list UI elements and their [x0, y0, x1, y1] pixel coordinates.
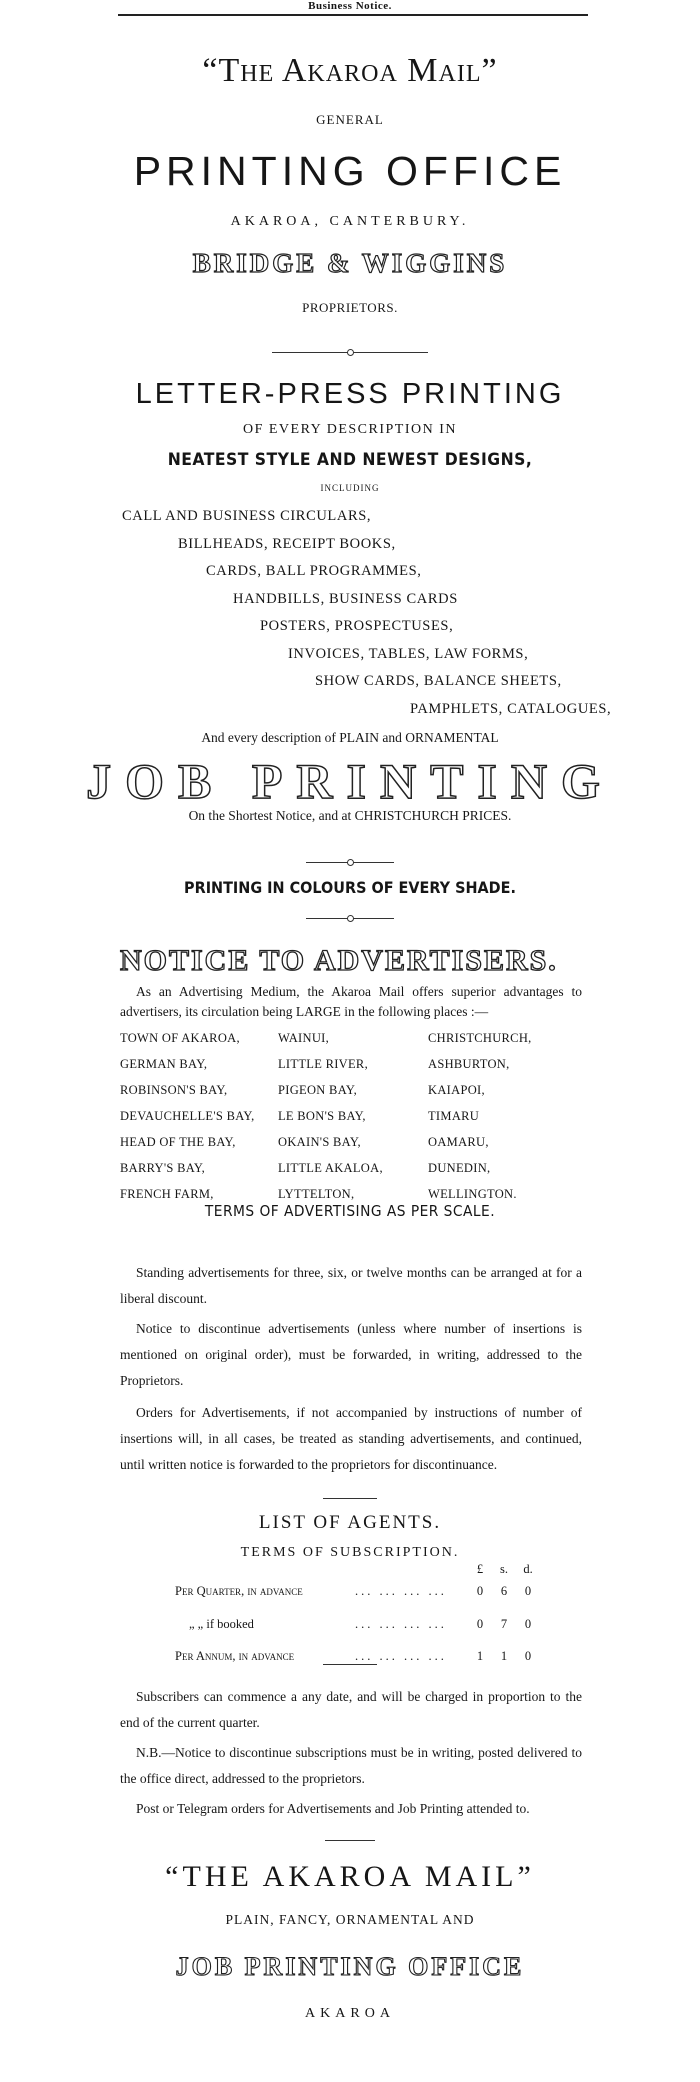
place-cell: ASHBURTON,	[428, 1057, 510, 1071]
agents-paragraph: N.B.—Notice to discontinue subscriptions must be in writing, posted delivered to the office direct, addressed to the proprietors.	[120, 1745, 582, 1786]
place-cell: WELLINGTON.	[428, 1187, 517, 1201]
neatest-style-line: NEATEST STYLE AND NEWEST DESIGNS,	[167, 450, 533, 470]
subscription-amount	[468, 1584, 540, 1599]
pounds-header: £	[476, 1562, 484, 1576]
proprietors-name: BRIDGE & WIGGINS	[192, 248, 508, 278]
service-item: SHOW CARDS, BALANCE SHEETS,	[315, 673, 562, 689]
general-label: GENERAL	[316, 112, 384, 127]
leader-dots: ... ... ... ...	[355, 1649, 447, 1663]
service-item: INVOICES, TABLES, LAW FORMS,	[288, 646, 529, 662]
place-cell: LITTLE AKALOA,	[278, 1161, 383, 1175]
place-cell: WAINUI,	[278, 1031, 330, 1045]
footer-akaroa-mail-title: “THE AKAROA MAIL”	[165, 1860, 535, 1893]
table-row	[120, 1155, 592, 1181]
table-row	[120, 1025, 592, 1051]
service-item: CALL AND BUSINESS CIRCULARS,	[122, 508, 372, 524]
place-cell: HEAD OF THE BAY,	[120, 1135, 236, 1149]
subscription-label: „ „ if booked	[189, 1617, 254, 1631]
location-line: AKAROA, CANTERBURY.	[230, 214, 470, 229]
service-item: BILLHEADS, RECEIPT BOOKS,	[178, 536, 396, 552]
subscription-amount	[468, 1649, 540, 1664]
table-row	[120, 1103, 592, 1129]
list-of-agents-title: LIST OF AGENTS.	[258, 1512, 442, 1533]
place-cell: LITTLE RIVER,	[278, 1057, 368, 1071]
notice-intro: As an Advertising Medium, the Akaroa Mail offers superior advantages to advertisers, its circulation being LARGE in the following places :—	[120, 984, 582, 1019]
business-notice-header: Business Notice.	[308, 0, 392, 12]
table-row	[175, 1617, 595, 1637]
header-rule	[118, 14, 588, 16]
service-item: POSTERS, PROSPECTUSES,	[260, 618, 454, 634]
letterpress-subheading: OF EVERY DESCRIPTION IN	[242, 422, 458, 437]
amount-pounds: 0	[476, 1617, 484, 1631]
amount-shillings: 1	[500, 1649, 508, 1663]
akaroa-mail-title: “The Akaroa Mail”	[202, 52, 498, 89]
amount-pence: 0	[524, 1617, 532, 1631]
divider-5	[323, 1664, 377, 1665]
table-row	[175, 1584, 595, 1604]
terms-of-subscription-title: TERMS OF SUBSCRIPTION.	[240, 1545, 460, 1560]
notice-to-advertisers-title: NOTICE TO ADVERTISERS.	[120, 944, 558, 977]
service-item: PAMPHLETS, CATALOGUES,	[410, 701, 612, 717]
amount-pounds: 1	[476, 1649, 484, 1663]
table-row	[120, 1129, 592, 1155]
divider-ornament-icon	[347, 859, 354, 866]
notice-paragraph: Standing advertisements for three, six, or twelve months can be arranged at for a liberal discount.	[120, 1265, 582, 1306]
subscription-amount	[468, 1617, 540, 1632]
divider-3	[306, 918, 394, 919]
shillings-header: s.	[500, 1562, 508, 1576]
service-item: HANDBILLS, BUSINESS CARDS	[233, 591, 458, 607]
footer-job-printing-office: JOB PRINTING OFFICE	[175, 1952, 525, 1981]
place-cell: BARRY'S BAY,	[120, 1161, 206, 1175]
place-cell: OKAIN'S BAY,	[278, 1135, 361, 1149]
place-cell: DUNEDIN,	[428, 1161, 491, 1175]
place-cell: TIMARU	[428, 1109, 480, 1123]
divider-ornament-icon	[347, 915, 354, 922]
amount-shillings: 7	[500, 1617, 508, 1631]
amount-pounds: 0	[476, 1584, 484, 1598]
footer-plain-fancy-line: PLAIN, FANCY, ORNAMENTAL AND	[225, 1912, 475, 1927]
place-cell: LYTTELTON,	[278, 1187, 355, 1201]
place-cell: OAMARU,	[428, 1135, 489, 1149]
notice-paragraph: Orders for Advertisements, if not accompanied by instructions of number of insertions will, in all cases, be treated as standing advertisements, and continued, until written notice is forwarded to the proprietors for discontinuance.	[120, 1405, 582, 1472]
place-cell: TOWN OF AKAROA,	[120, 1031, 240, 1045]
divider-2	[306, 862, 394, 863]
service-item: CARDS, BALL PROGRAMMES,	[206, 563, 422, 579]
including-label: INCLUDING	[320, 483, 380, 493]
and-every-description: And every description of PLAIN and ORNAMENTAL	[201, 730, 499, 745]
proprietors-label: PROPRIETORS.	[302, 300, 398, 315]
agents-paragraph: Subscribers can commence a any date, and will be charged in proportion to the end of the current quarter.	[120, 1689, 582, 1730]
leader-dots: ... ... ... ...	[355, 1584, 447, 1598]
subscription-label: Per Annum, in advance	[175, 1649, 295, 1663]
leader-dots: ... ... ... ...	[355, 1617, 447, 1631]
table-row	[120, 1077, 592, 1103]
printing-office-title: PRINTING OFFICE	[133, 148, 567, 194]
place-cell: ROBINSON'S BAY,	[120, 1083, 228, 1097]
job-printing-title: JOB PRINTING	[86, 753, 614, 809]
divider-6	[325, 1840, 375, 1841]
divider-ornament-icon	[347, 349, 354, 356]
place-cell: CHRISTCHURCH,	[428, 1031, 532, 1045]
subscription-header	[468, 1562, 548, 1577]
circulation-places-table	[120, 1025, 592, 1207]
amount-shillings: 6	[500, 1584, 508, 1598]
place-cell: DEVAUCHELLE'S BAY,	[120, 1109, 255, 1123]
place-cell: GERMAN BAY,	[120, 1057, 208, 1071]
agents-paragraph: Post or Telegram orders for Advertisements and Job Printing attended to.	[136, 1801, 530, 1816]
place-cell: KAIAPOI,	[428, 1083, 485, 1097]
place-cell: FRENCH FARM,	[120, 1187, 214, 1201]
divider-1	[272, 352, 428, 353]
table-row	[120, 1051, 592, 1077]
amount-pence: 0	[524, 1649, 532, 1663]
shortest-notice-line: On the Shortest Notice, and at CHRISTCHURCH PRICES.	[188, 808, 512, 823]
notice-paragraph: Notice to discontinue advertisements (unless where number of insertions is mentioned on original order), must be forwarded, in writing, addressed to the Proprietors.	[120, 1321, 582, 1388]
colours-line: PRINTING IN COLOURS OF EVERY SHADE.	[184, 878, 516, 897]
amount-pence: 0	[524, 1584, 532, 1598]
pence-header: d.	[523, 1562, 533, 1576]
place-cell: LE BON'S BAY,	[278, 1109, 366, 1123]
letterpress-heading: LETTER-PRESS PRINTING	[135, 378, 565, 410]
terms-of-advertising: TERMS OF ADVERTISING AS PER SCALE.	[204, 1202, 496, 1220]
table-row	[175, 1649, 595, 1669]
divider-4	[323, 1498, 377, 1499]
footer-akaroa: AKAROA	[305, 2006, 395, 2021]
subscription-label: Per Quarter, in advance	[175, 1584, 303, 1598]
place-cell: PIGEON BAY,	[278, 1083, 358, 1097]
